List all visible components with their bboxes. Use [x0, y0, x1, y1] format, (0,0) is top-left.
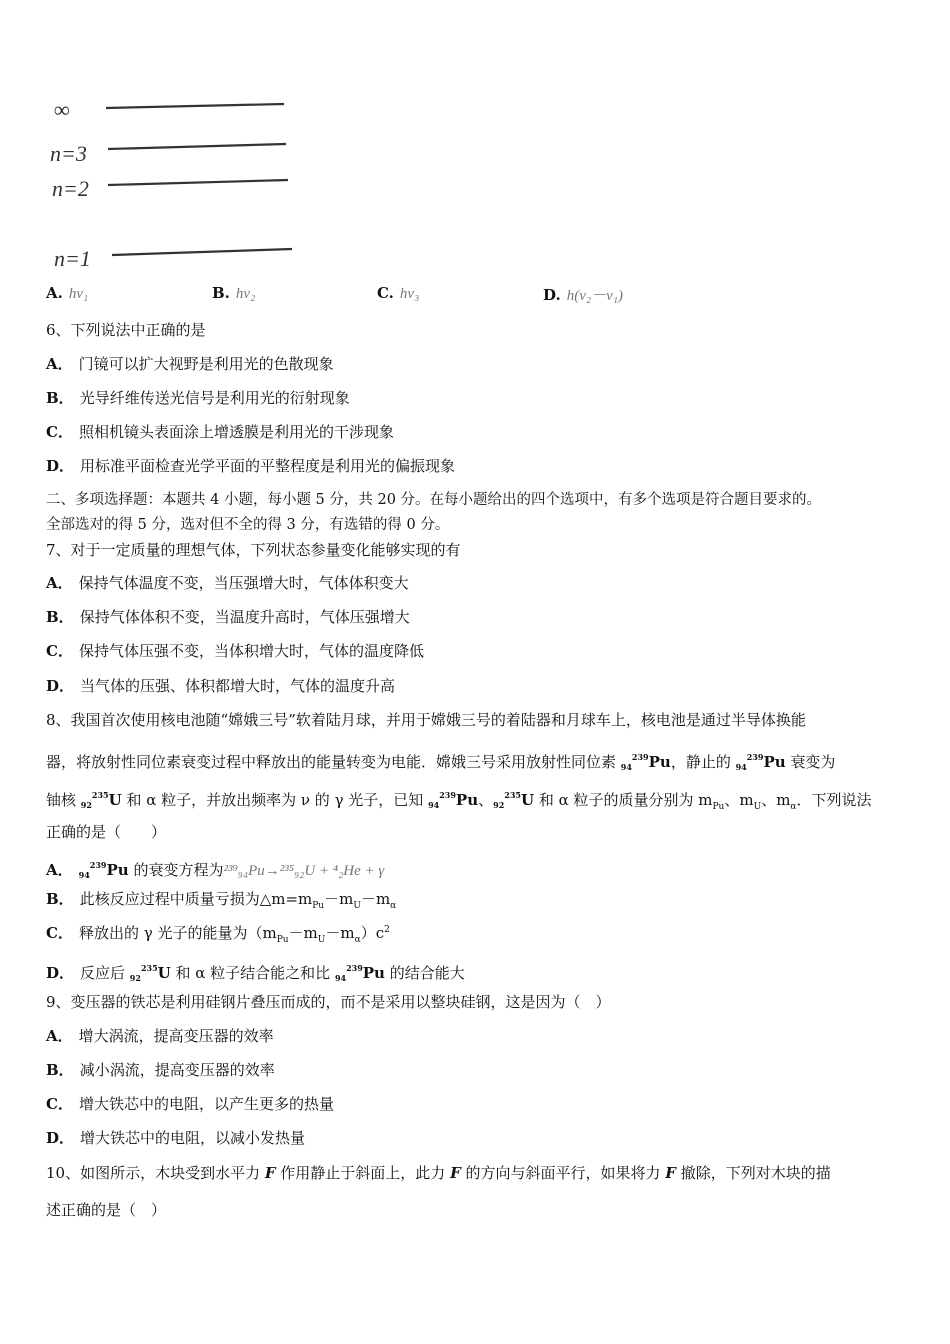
- q8-option-b: B． 此核反应过程中质量亏损为$\triangle m=m_{Pu}-m_U-m_\alpha$: [46, 890, 397, 911]
- isotope-pu: $_{94}^{239}$Pu: [78, 860, 129, 880]
- q8-option-c: C． 释放出的 γ 光子的能量为$(m_{Pu}-m_U-m_\alpha)c^2$: [46, 924, 390, 945]
- q5-option-b: B. hν₂: [212, 284, 256, 302]
- q7-stem: 7、对于一定质量的理想气体，下列状态参量变化能够实现的有: [46, 541, 461, 559]
- q9-option-b: B． 减小涡流，提高变压器的效率: [46, 1061, 275, 1079]
- q8-line1: 8、我国首次使用核电池随“嫦娥三号”软着陆月球，并用于嫦娥三号的着陆器和月球车上，核电池是通过半导体换能: [46, 711, 806, 729]
- q6-stem: 6、下列说法中正确的是: [46, 321, 206, 339]
- q5-option-a: A. hν₁: [46, 284, 89, 302]
- level-line-n2: [108, 180, 288, 185]
- section2-line2: 全部选对的得 5 分，选对但不全的得 3 分，有选错的得 0 分。: [46, 517, 450, 533]
- level-line-infinity: [106, 104, 284, 108]
- level-label-n1: n=1: [54, 246, 91, 271]
- q5-option-c: C. hν₃: [377, 284, 420, 302]
- section2-line1: 二、多项选择题：本题共 4 小题，每小题 5 分，共 20 分。在每小题给出的四个选项中，有多个选项是符合题目要求的。: [46, 492, 822, 508]
- q10-line1: 10、如图所示，木块受到水平力 F 作用静止于斜面上，此力 F 的方向与斜面平行，如果将力 F 撤除，下列对木块的描: [46, 1164, 831, 1182]
- energy-level-diagram: [40, 88, 320, 278]
- q8-line4: 正确的是（ ）: [46, 823, 167, 841]
- q8-option-d: D． 反应后 $_{92}^{235}$U 和 α 粒子结合能之和比 $_{94}^{239}$Pu 的结合能大: [46, 963, 465, 983]
- q9-stem: 9、变压器的铁芯是利用硅钢片叠压而成的，而不是采用以整块硅钢，这是因为（ ）: [46, 993, 611, 1011]
- isotope-u: $_{92}^{235}$U: [80, 790, 122, 810]
- isotope-pu: $_{94}^{239}$Pu: [428, 790, 479, 810]
- level-label-infinity: ∞: [54, 97, 70, 122]
- q6-option-c: C． 照相机镜头表面涂上增透膜是利用光的干涉现象: [46, 423, 394, 441]
- q5-option-d: D. h(ν₂－ν₁): [543, 286, 623, 304]
- q10-line2: 述正确的是（ ）: [46, 1201, 167, 1219]
- level-label-n3: n=3: [50, 141, 87, 166]
- level-line-n3: [108, 144, 286, 149]
- q7-option-d: D． 当气体的压强、体积都增大时，气体的温度升高: [46, 677, 396, 695]
- level-line-n1: [112, 249, 292, 255]
- decay-equation: ²³⁹₉₄Pu→²³⁵₉₂U + ⁴₂He + γ: [223, 863, 385, 879]
- q6-option-a: A． 门镜可以扩大视野是利用光的色散现象: [46, 355, 334, 373]
- level-label-n2: n=2: [52, 176, 89, 201]
- q9-option-a: A． 增大涡流，提高变压器的效率: [46, 1027, 274, 1045]
- isotope-pu: $_{94}^{239}$Pu: [620, 752, 671, 772]
- q6-option-b: B． 光导纤维传送光信号是利用光的衍射现象: [46, 389, 350, 407]
- q8-option-a: A． $_{94}^{239}$Pu 的衰变方程为²³⁹₉₄Pu→²³⁵₉₂U + ⁴₂He + γ: [46, 860, 385, 880]
- isotope-pu: $_{94}^{239}$Pu: [735, 752, 786, 772]
- q6-option-d: D． 用标准平面检查光学平面的平整程度是利用光的偏振现象: [46, 457, 456, 475]
- q8-line2: 器，将放射性同位素衰变过程中释放出的能量转变为电能．嫦娥三号采用放射性同位素 $_{94}^{239}$Pu，静止的 $_{94}^{239}$Pu 衰变为: [46, 752, 836, 772]
- q7-option-c: C． 保持气体压强不变，当体积增大时，气体的温度降低: [46, 642, 424, 660]
- q9-option-c: C． 增大铁芯中的电阻，以产生更多的热量: [46, 1095, 334, 1113]
- isotope-u: $_{92}^{235}$U: [129, 963, 171, 983]
- q7-option-b: B． 保持气体体积不变，当温度升高时，气体压强增大: [46, 608, 410, 626]
- q8-line3: 铀核 $_{92}^{235}$U 和 α 粒子，并放出频率为 ν 的 γ 光子，已知 $_{94}^{239}$Pu、$_{92}^{235}$U 和 α 粒子的质量分别为 $m_{Pu}$、$m_U$、$m_\alpha$．下列说法: [46, 790, 872, 812]
- q9-option-d: D． 增大铁芯中的电阻，以减小发热量: [46, 1129, 306, 1147]
- isotope-u: $_{92}^{235}$U: [493, 790, 535, 810]
- q7-option-a: A． 保持气体温度不变，当压强增大时，气体体积变大: [46, 574, 409, 592]
- isotope-pu: $_{94}^{239}$Pu: [334, 963, 385, 983]
